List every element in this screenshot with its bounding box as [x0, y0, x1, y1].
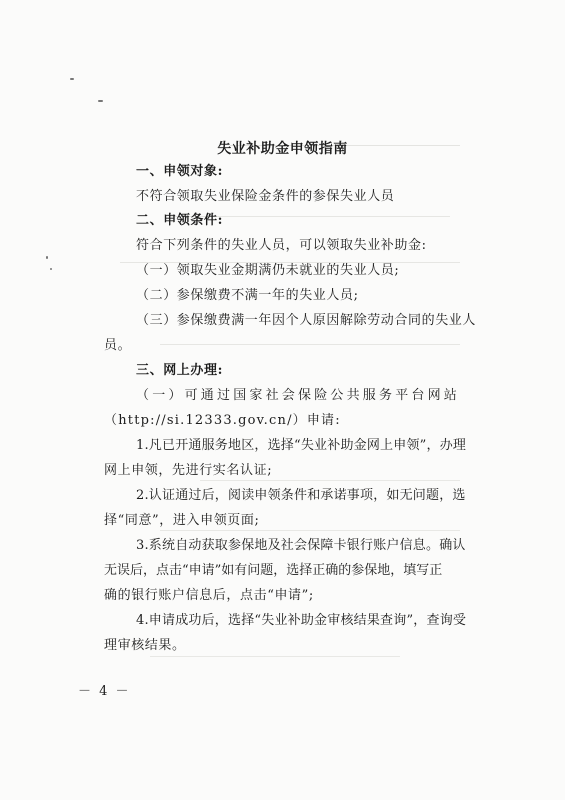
paragraph-line: （二）参保缴费不满一年的失业人员;: [136, 288, 359, 303]
document-title: 失业补助金申领指南: [217, 141, 348, 157]
paragraph-line: 4.申请成功后，选择“失业补助金审核结果查询”，查询受: [136, 613, 467, 628]
scan-speck: [70, 78, 74, 80]
section-heading: 二、申领条件:: [136, 213, 223, 228]
page-number: － 4 －: [78, 684, 131, 699]
paragraph-line: 3.系统自动获取参保地及社会保障卡银行账户信息。确认: [136, 538, 466, 553]
paragraph-line: 理审核结果。: [104, 638, 186, 653]
section-heading: 三、网上办理:: [136, 363, 223, 378]
paragraph-line: （三）参保缴费满一年因个人原因解除劳动合同的失业人: [136, 313, 477, 328]
paragraph-line: （一）可通过国家社会保险公共服务平台网站: [136, 388, 461, 403]
paragraph-line: 确的银行账户信息后，点击“申请”;: [104, 588, 314, 603]
bleed-through-decoration: [160, 530, 460, 532]
scan-speck: [46, 256, 48, 259]
paragraph-line: 择“同意”，进入申领页面;: [104, 513, 260, 528]
paragraph-line: （http://si.12333.gov.cn/）申请:: [104, 413, 341, 428]
paragraph-line: 符合下列条件的失业人员，可以领取失业补助金:: [136, 238, 427, 253]
paragraph-line: 网上申领，先进行实名认证;: [104, 463, 273, 478]
paragraph-line: （一）领取失业金期满仍未就业的失业人员;: [136, 263, 400, 278]
scan-speck: [98, 100, 103, 102]
paragraph-line: 无误后，点击“申请”如有问题，选择正确的参保地，填写正: [104, 563, 443, 578]
bleed-through-decoration: [200, 480, 460, 482]
bleed-through-decoration: [150, 656, 400, 658]
bleed-through-decoration: [160, 344, 460, 346]
paragraph-line: 2.认证通过后，阅读申领条件和承诺事项，如无问题，选: [136, 488, 466, 503]
paragraph-line: 员。: [104, 338, 132, 353]
scan-speck: [50, 268, 52, 270]
paragraph-line: 不符合领取失业保险金条件的参保失业人员: [136, 189, 395, 204]
section-heading: 一、申领对象:: [136, 164, 223, 179]
paragraph-line: 1.凡已开通服务地区，选择“失业补助金网上申领”，办理: [136, 438, 467, 453]
